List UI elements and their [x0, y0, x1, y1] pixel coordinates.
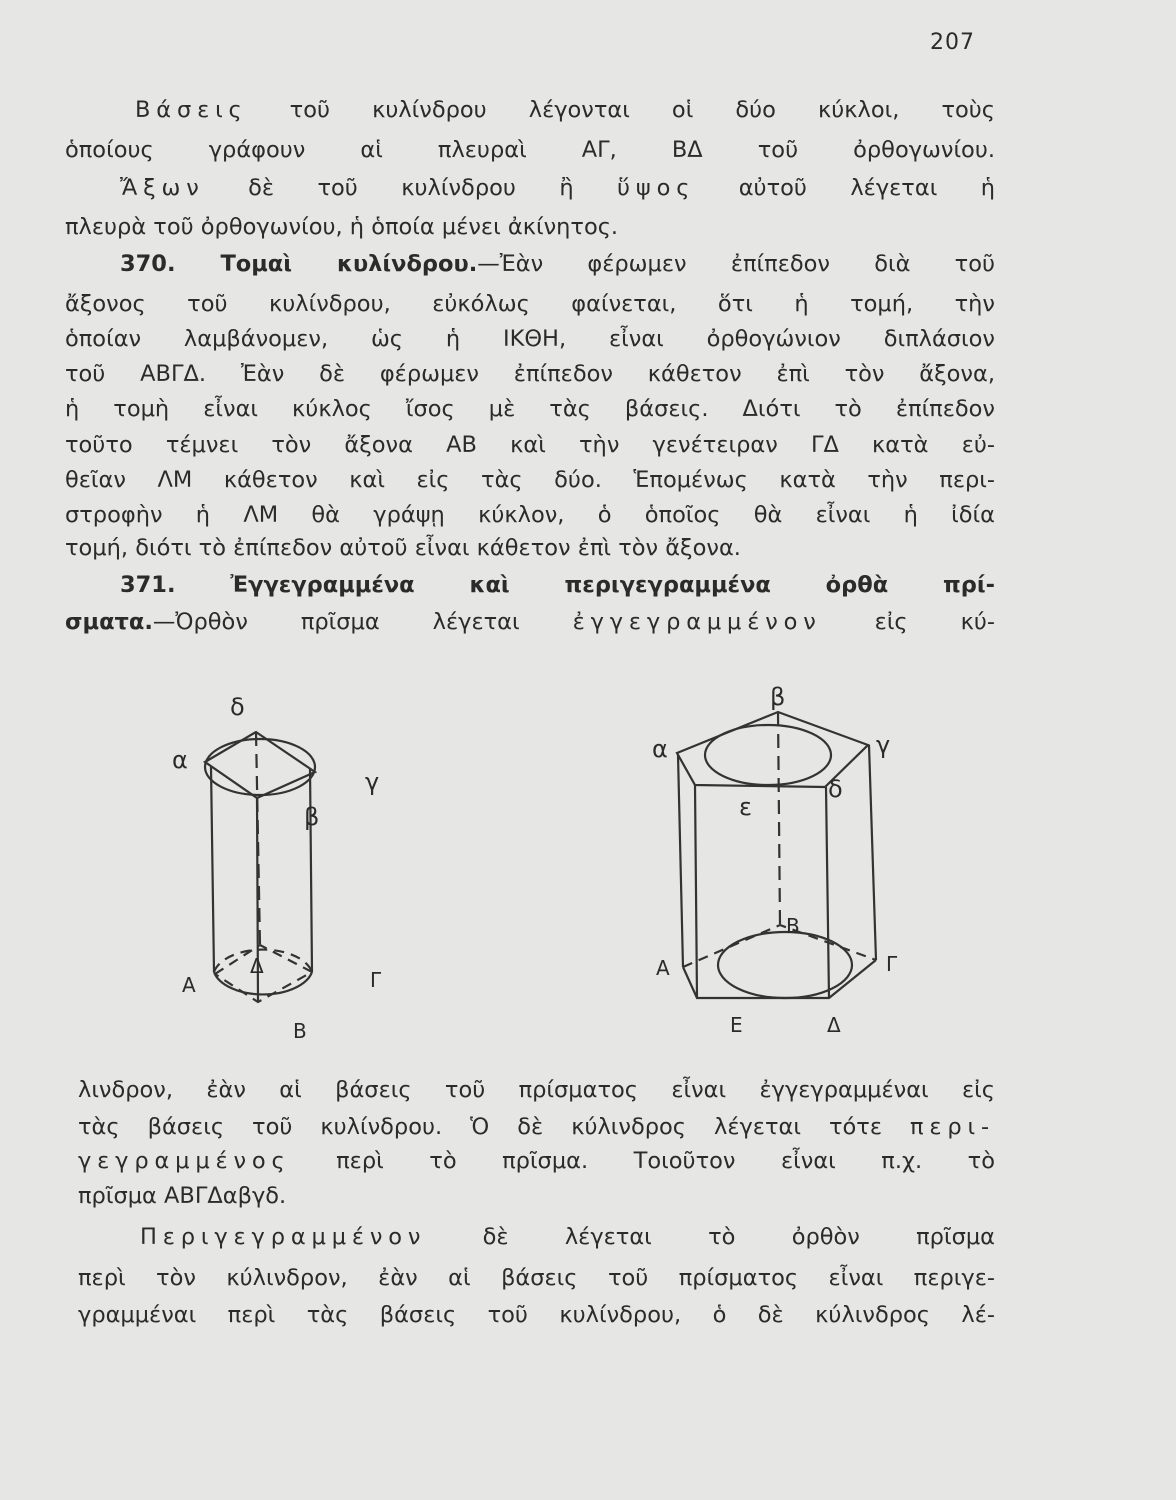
- label-right-delta: δ: [828, 775, 843, 803]
- label-left-delta-lower: δ: [230, 693, 245, 721]
- section-heading: 370. Τομαὶ κυλίνδρου.: [120, 251, 478, 277]
- text-run: τοῦ ΑΒΓΔ. Ἐὰν δὲ φέρωμεν ἐπίπεδον κάθετον ἐπὶ τὸν ἄξονα,: [65, 361, 995, 387]
- text-line: [65, 607, 995, 637]
- text-line: [78, 1112, 995, 1142]
- label-right-Gamma: Γ: [886, 952, 898, 976]
- text-run: δὲ λέγεται τὸ ὀρθὸν πρῖσμα: [426, 1224, 995, 1250]
- text-line: [65, 135, 995, 165]
- text-line: [78, 1146, 995, 1176]
- text-line: [65, 212, 995, 242]
- label-right-Alpha: Α: [656, 956, 670, 980]
- page-number: 207: [930, 30, 975, 55]
- label-right-beta: β: [770, 683, 786, 711]
- spaced-term: ὕψος: [617, 175, 696, 201]
- text-run: εἰς κύ-: [821, 609, 995, 635]
- text-run: —Ὀρθὸν πρῖσμα λέγεται: [152, 609, 573, 635]
- figure-inscribed-prism: [160, 680, 420, 1050]
- label-right-epsilon: ε: [739, 793, 752, 821]
- text-run: τομή, διότι τὸ ἐπίπεδον αὐτοῦ εἶναι κάθετον ἐπὶ τὸν ἄξονα.: [65, 535, 741, 561]
- text-line: [135, 95, 995, 125]
- label-left-Gamma: Γ: [370, 968, 382, 992]
- text-run: ὁποίαν λαμβάνομεν, ὡς ἡ ΙΚΘΗ, εἶναι ὀρθογώνιον διπλάσιον: [65, 326, 995, 352]
- text-run: περὶ τὸ πρῖσμα. Τοιοῦτον εἶναι π.χ. τὸ: [290, 1148, 995, 1174]
- text-run: τοῦτο τέμνει τὸν ἄξονα ΑΒ καὶ τὴν γενέτειραν ΓΔ κατὰ εὐ-: [65, 432, 995, 458]
- text-run: λινδρον, ἐὰν αἱ βάσεις τοῦ πρίσματος εἶναι ἐγγεγραμμέναι εἰς: [78, 1077, 995, 1103]
- text-run: περὶ τὸν κύλινδρον, ἐὰν αἱ βάσεις τοῦ πρίσματος εἶναι περιγε-: [78, 1265, 995, 1291]
- text-line: [65, 500, 995, 530]
- spaced-term: Ἄξων: [120, 175, 205, 201]
- spaced-term: περι-: [910, 1114, 995, 1140]
- text-run: πρῖσμα ΑΒΓΔαβγδ.: [78, 1183, 287, 1209]
- text-line: [65, 394, 995, 424]
- text-run: θεῖαν ΛΜ κάθετον καὶ εἰς τὰς δύο. Ἑπομένως κατὰ τὴν περι-: [65, 467, 995, 493]
- text-line: [140, 1222, 995, 1252]
- label-right-Epsilon: Ε: [730, 1013, 743, 1037]
- text-run: τὰς βάσεις τοῦ κυλίνδρου. Ὁ δὲ κύλινδρος λέγεται τότε: [78, 1114, 911, 1140]
- label-left-beta: β: [304, 803, 320, 831]
- text-line: [78, 1263, 995, 1293]
- label-right-gamma: γ: [876, 731, 891, 759]
- text-run: ἡ τομὴ εἶναι κύκλος ἴσος μὲ τὰς βάσεις. Διότι τὸ ἐπίπεδον: [65, 396, 995, 422]
- text-line: [65, 430, 995, 460]
- text-line: [65, 289, 995, 319]
- text-line: [120, 570, 995, 600]
- text-run: τοῦ κυλίνδρου λέγονται οἱ δύο κύκλοι, τοὺς: [247, 97, 995, 123]
- left-top-ellipse: [205, 739, 315, 795]
- text-line: [78, 1075, 995, 1105]
- label-left-Alpha: Α: [182, 973, 196, 997]
- figure-circumscribed-prism: [640, 675, 940, 1050]
- text-run: —Ἐὰν φέρωμεν ἐπίπεδον διὰ τοῦ: [477, 251, 995, 277]
- label-left-gamma: γ: [365, 768, 380, 796]
- section-heading: σματα.: [65, 609, 153, 635]
- text-run: ἄξονος τοῦ κυλίνδρου, εὐκόλως φαίνεται, ὅτι ἡ τομή, τὴν: [65, 291, 995, 317]
- right-base-ellipse: [718, 932, 852, 998]
- spaced-term: Περιγεγραμμένον: [140, 1224, 427, 1250]
- label-right-Beta: Β: [786, 914, 800, 938]
- label-right-Delta: Δ: [827, 1013, 841, 1037]
- text-run: δὲ τοῦ κυλίνδρου ἢ: [204, 175, 618, 201]
- text-line: [65, 324, 995, 354]
- text-line: [120, 173, 995, 203]
- text-line: [120, 249, 995, 279]
- text-run: αὐτοῦ λέγεται ἡ: [695, 175, 996, 201]
- text-run: στροφὴν ἡ ΛΜ θὰ γράψῃ κύκλον, ὁ ὁποῖος θὰ εἶναι ἡ ἰδία: [65, 502, 995, 528]
- label-right-alpha: α: [652, 735, 668, 763]
- spaced-term: Βάσεις: [135, 97, 248, 123]
- spaced-term: ἐγγεγραμμένον: [572, 609, 822, 635]
- text-run: γραμμέναι περὶ τὰς βάσεις τοῦ κυλίνδρου, ὁ δὲ κύλινδρος λέ-: [78, 1302, 995, 1328]
- text-line: [78, 1300, 995, 1330]
- label-left-Delta: Δ: [250, 954, 264, 978]
- section-heading: 371. Ἐγγεγραμμένα καὶ περιγεγραμμένα ὀρθὰ πρί-: [120, 572, 995, 598]
- text-run: πλευρὰ τοῦ ὀρθογωνίου, ἡ ὁποία μένει ἀκίνητος.: [65, 214, 619, 240]
- text-line: [65, 359, 995, 389]
- text-line: [78, 1181, 995, 1211]
- text-run: ὁποίους γράφουν αἱ πλευραὶ ΑΓ, ΒΔ τοῦ ὀρθογωνίου.: [65, 137, 995, 163]
- spaced-term: γεγραμμένος: [78, 1148, 291, 1174]
- text-line: [65, 465, 995, 495]
- text-line: [65, 533, 995, 563]
- label-left-alpha: α: [172, 746, 188, 774]
- label-left-Beta: Β: [293, 1019, 307, 1043]
